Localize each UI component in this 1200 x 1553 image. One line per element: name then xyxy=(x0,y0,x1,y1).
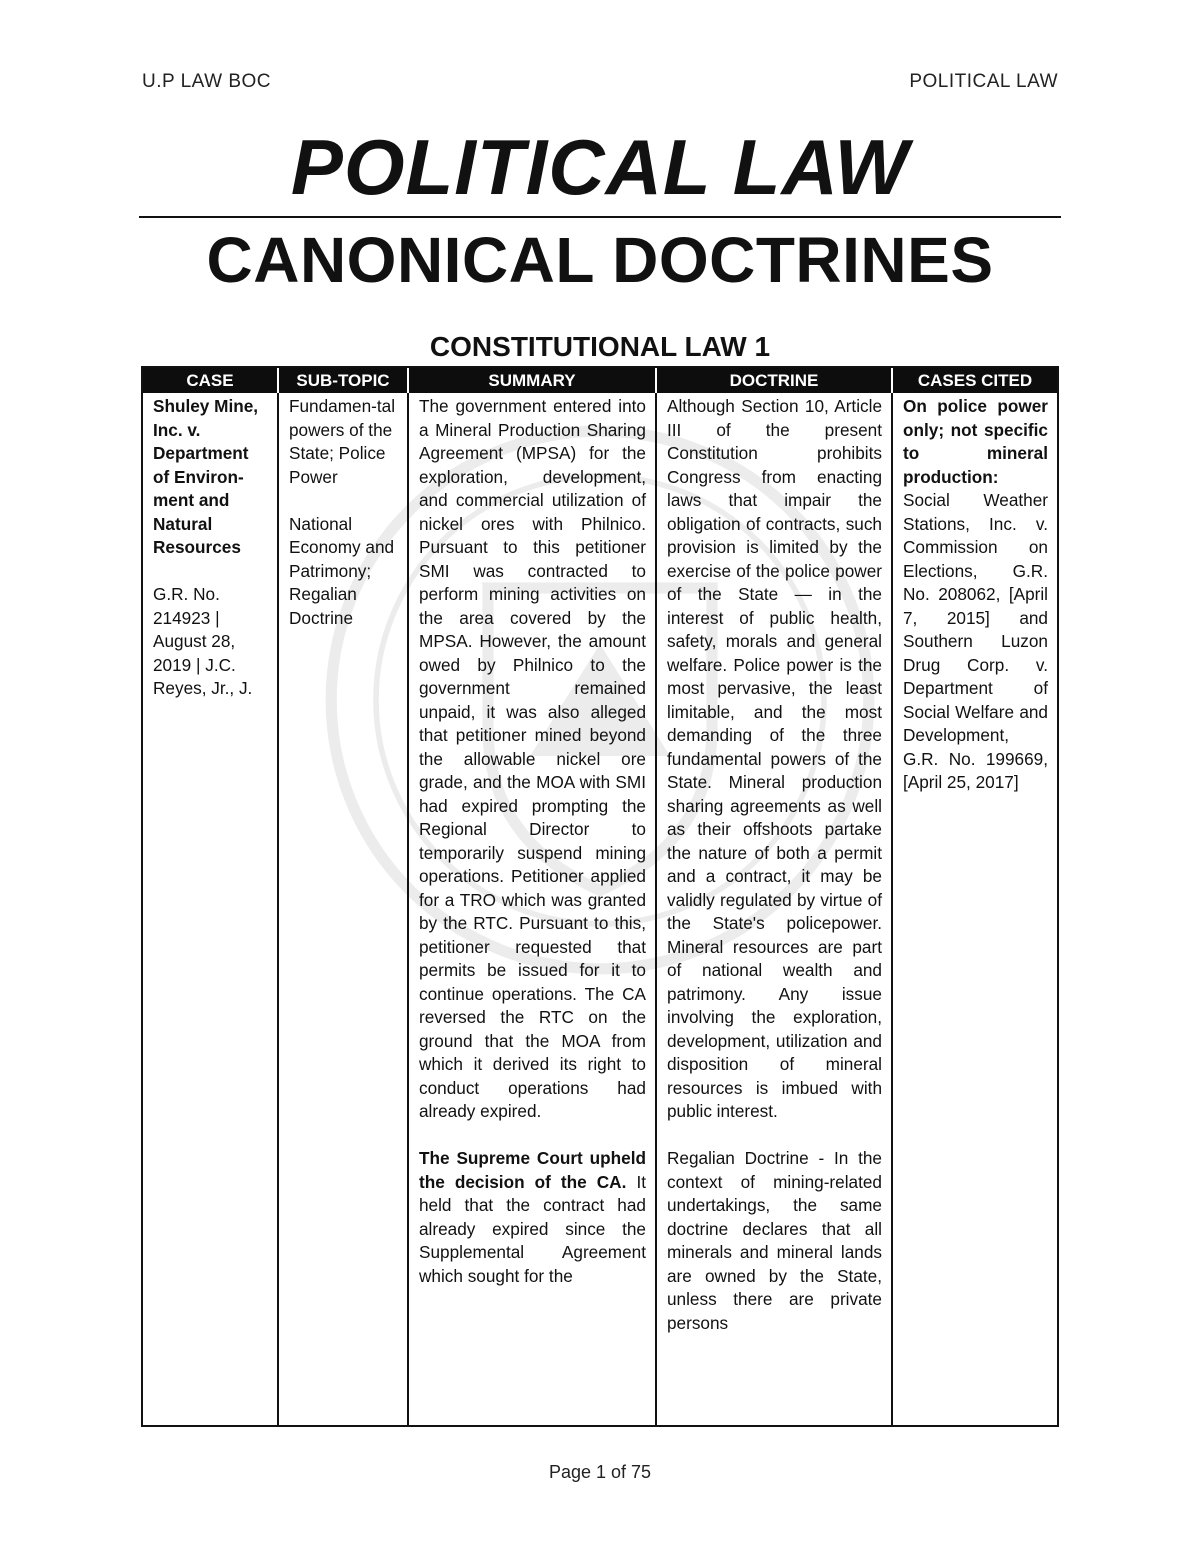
summary-ruling-lead: The Supreme Court upheld the decision of the CA. xyxy=(419,1148,646,1192)
document-title: POLITICAL LAW xyxy=(290,123,910,211)
column-header-subtopic: SUB-TOPIC xyxy=(279,368,409,393)
running-header-right: POLITICAL LAW xyxy=(909,71,1058,92)
summary-ruling-text: It held that the contract had already expired since the Supplemental Agreement which sought for the xyxy=(419,1171,646,1286)
subtopic-police-power: Fundamen-tal powers of the State; Police Power xyxy=(289,396,396,487)
subtopic-regalian-doctrine: National Economy and Patrimony; Regalian Doctrine xyxy=(289,513,395,628)
summary-facts: The government entered into a Mineral Production Sharing Agreement (MPSA) for the exploration, development, and commercial utilization of nickel ores with Philnico. Pursuant to this petitioner SMI was contracted to perform mining activities on the area covered by the MPSA. However, the amount owed by Philnico to the government remained unpaid, it was also alleged that petitioner mined beyond the allowable nickel ore grade, and the MOA with SMI had expired prompting the Regional Director to temporarily suspend mining operations. Petitioner applied for a TRO which was granted by the RTC. Pursuant to this, petitioner requested that permits be issued for it to continue operations. The CA reversed the RTC on the ground that the MOA from which it derived its right to conduct operations had already expired. xyxy=(419,396,646,1121)
cases-cited-cell xyxy=(893,393,1057,1425)
doctrine-regalian: Regalian Doctrine - In the context of mining-related undertakings, the same doctrine declares that all minerals and mineral lands are owned by the State, unless there are private persons xyxy=(667,1148,882,1333)
summary-ruling xyxy=(419,1147,646,1288)
title-divider xyxy=(139,216,1061,218)
running-header-left: U.P LAW BOC xyxy=(142,71,272,92)
column-header-summary: SUMMARY xyxy=(409,368,657,393)
case-citation: G.R. No. 214923 | August 28, 2019 | J.C. Reyes, Jr., J. xyxy=(153,584,253,698)
case-cell xyxy=(143,393,279,1425)
subtopic-cell xyxy=(279,393,409,1425)
table-row xyxy=(143,393,1057,1425)
section-title: CONSTITUTIONAL LAW 1 xyxy=(429,331,771,362)
column-header-doctrine: DOCTRINE xyxy=(657,368,893,393)
doctrine-police-power: Although Section 10, Article III of the present Constitution prohibits Congress from enacting laws that impair the obligation of contracts, such provision is limited by the exercise of the police power of the State — in the interest of public health, safety, morals and general welfare. Police power is the most pervasive, the least limitable, and the most demanding of the three fundamental powers of the State. Mineral production sharing agreements as well as their offshoots partake the nature of both a permit and a contract, it may be validly regulated by virtue of the State's policepower. Mineral resources are part of national wealth and patrimony. Any issue involving the exploration, development, utilization and disposition of mineral resources is imbued with public interest. xyxy=(667,396,882,1121)
document-subtitle: CANONICAL DOCTRINES xyxy=(206,224,994,296)
column-header-cases-cited: CASES CITED xyxy=(917,370,1033,390)
page-number: Page 1 of 75 xyxy=(548,1462,652,1482)
doctrines-table xyxy=(141,366,1059,1427)
table-header xyxy=(143,368,1057,393)
case-title: Shuley Mine, Inc. v. Department of Environ-ment and Natural Resources xyxy=(153,396,259,557)
doctrine-cell xyxy=(657,393,893,1425)
cases-cited-list: Social Weather Stations, Inc. v. Commission on Elections, G.R. No. 208062, [April 7, 2015] and Southern Luzon Drug Corp. v. Department of Social Welfare and Development, G.R. No. 199669, [April 25, 2017] xyxy=(903,490,1048,792)
cases-cited-heading: On police power only; not specific to mineral production: xyxy=(903,396,1048,487)
summary-cell xyxy=(409,393,657,1425)
column-header-case: CASE xyxy=(143,368,279,393)
